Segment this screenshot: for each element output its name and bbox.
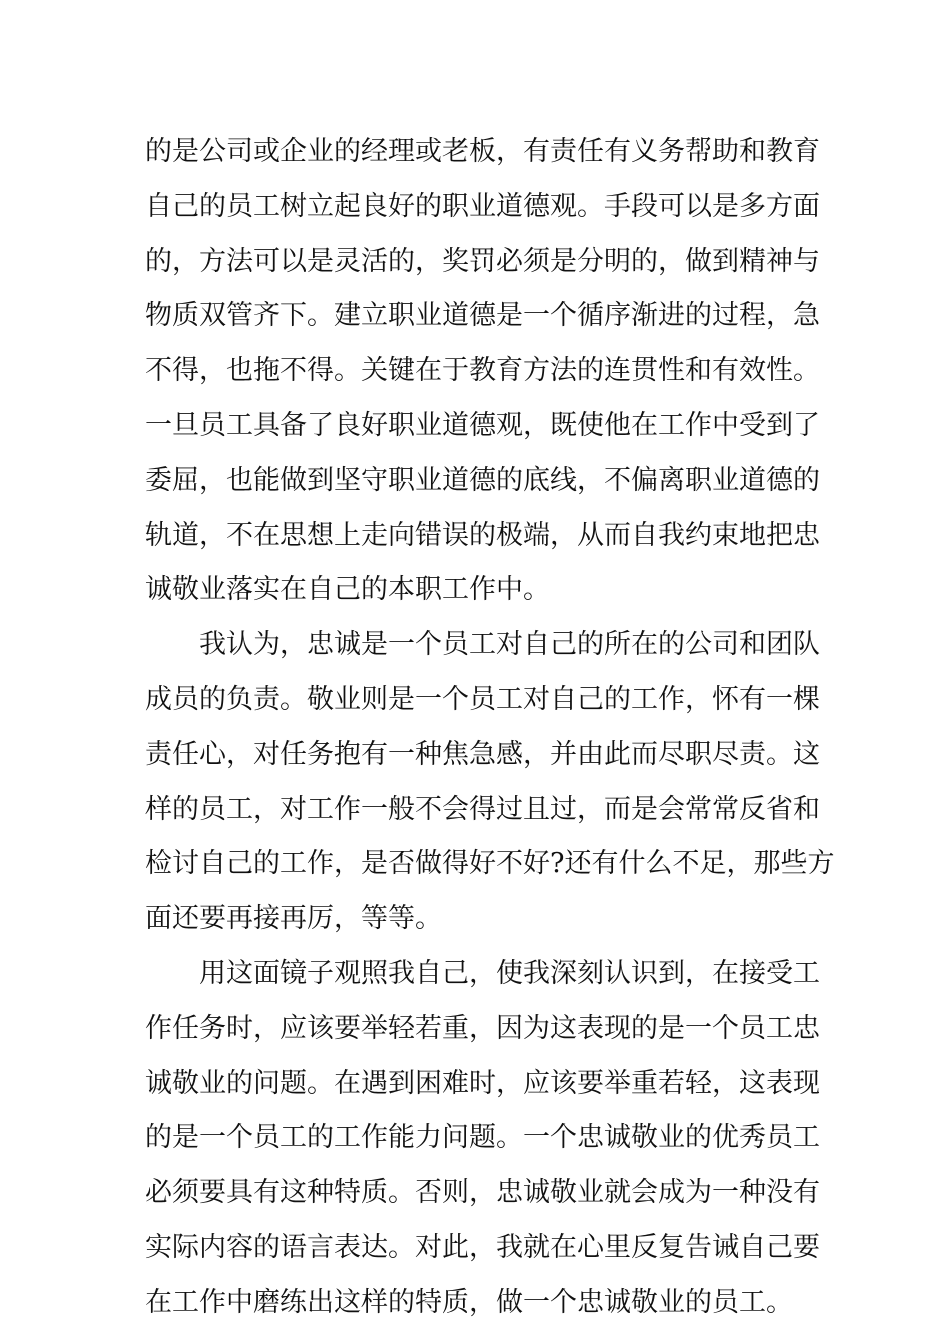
text-line: 的是公司或企业的经理或老板，有责任有义务帮助和教育 — [145, 136, 820, 167]
text-line: 的，方法可以是灵活的，奖罚必须是分明的，做到精神与 — [145, 245, 820, 277]
paragraph-1 — [145, 125, 820, 618]
text-line: 作任务时，应该要举轻若重，因为这表现的是一个员工忠 — [145, 1012, 820, 1044]
text-line: 诚敬业落实在自己的本职工作中。 — [145, 574, 550, 606]
text-line: 成员的负责。敬业则是一个员工对自己的工作，怀有一棵 — [145, 683, 820, 715]
document-body — [145, 125, 835, 1331]
paragraph-2 — [145, 618, 835, 947]
text-line: 轨道，不在思想上走向错误的极端，从而自我约束地把忠 — [145, 519, 820, 551]
text-line: 面还要再接再厉，等等。 — [145, 903, 442, 935]
text-line: 委屈，也能做到坚守职业道德的底线，不偏离职业道德的 — [145, 464, 820, 496]
text-line: 用这面镜子观照我自己，使我深刻认识到，在接受工 — [199, 957, 820, 989]
paragraph-3 — [145, 947, 820, 1331]
text-line: 检讨自己的工作，是否做得好不好?还有什么不足，那些方 — [145, 848, 835, 880]
text-line: 的是一个员工的工作能力问题。一个忠诚敬业的优秀员工 — [145, 1122, 820, 1154]
text-line: 实际内容的语言表达。对此，我就在心里反复告诫自己要 — [145, 1231, 820, 1263]
text-line: 样的员工，对工作一般不会得过且过，而是会常常反省和 — [145, 793, 820, 825]
text-line: 自己的员工树立起良好的职业道德观。手段可以是多方面 — [145, 190, 820, 222]
text-line: 必须要具有这种特质。否则，忠诚敬业就会成为一种没有 — [145, 1177, 820, 1209]
text-line: 责任心，对任务抱有一种焦急感，并由此而尽职尽责。这 — [145, 738, 820, 770]
text-line: 物质双管齐下。建立职业道德是一个循序渐进的过程，急 — [145, 300, 820, 332]
text-line: 不得，也拖不得。关键在于教育方法的连贯性和有效性。 — [145, 355, 820, 387]
text-line: 在工作中磨练出这样的特质，做一个忠诚敬业的员工。 — [145, 1286, 793, 1318]
text-line: 诚敬业的问题。在遇到困难时，应该要举重若轻，这表现 — [145, 1067, 820, 1099]
text-line: 我认为，忠诚是一个员工对自己的所在的公司和团队 — [199, 629, 820, 661]
text-line: 一旦员工具备了良好职业道德观，既使他在工作中受到了 — [145, 409, 820, 441]
